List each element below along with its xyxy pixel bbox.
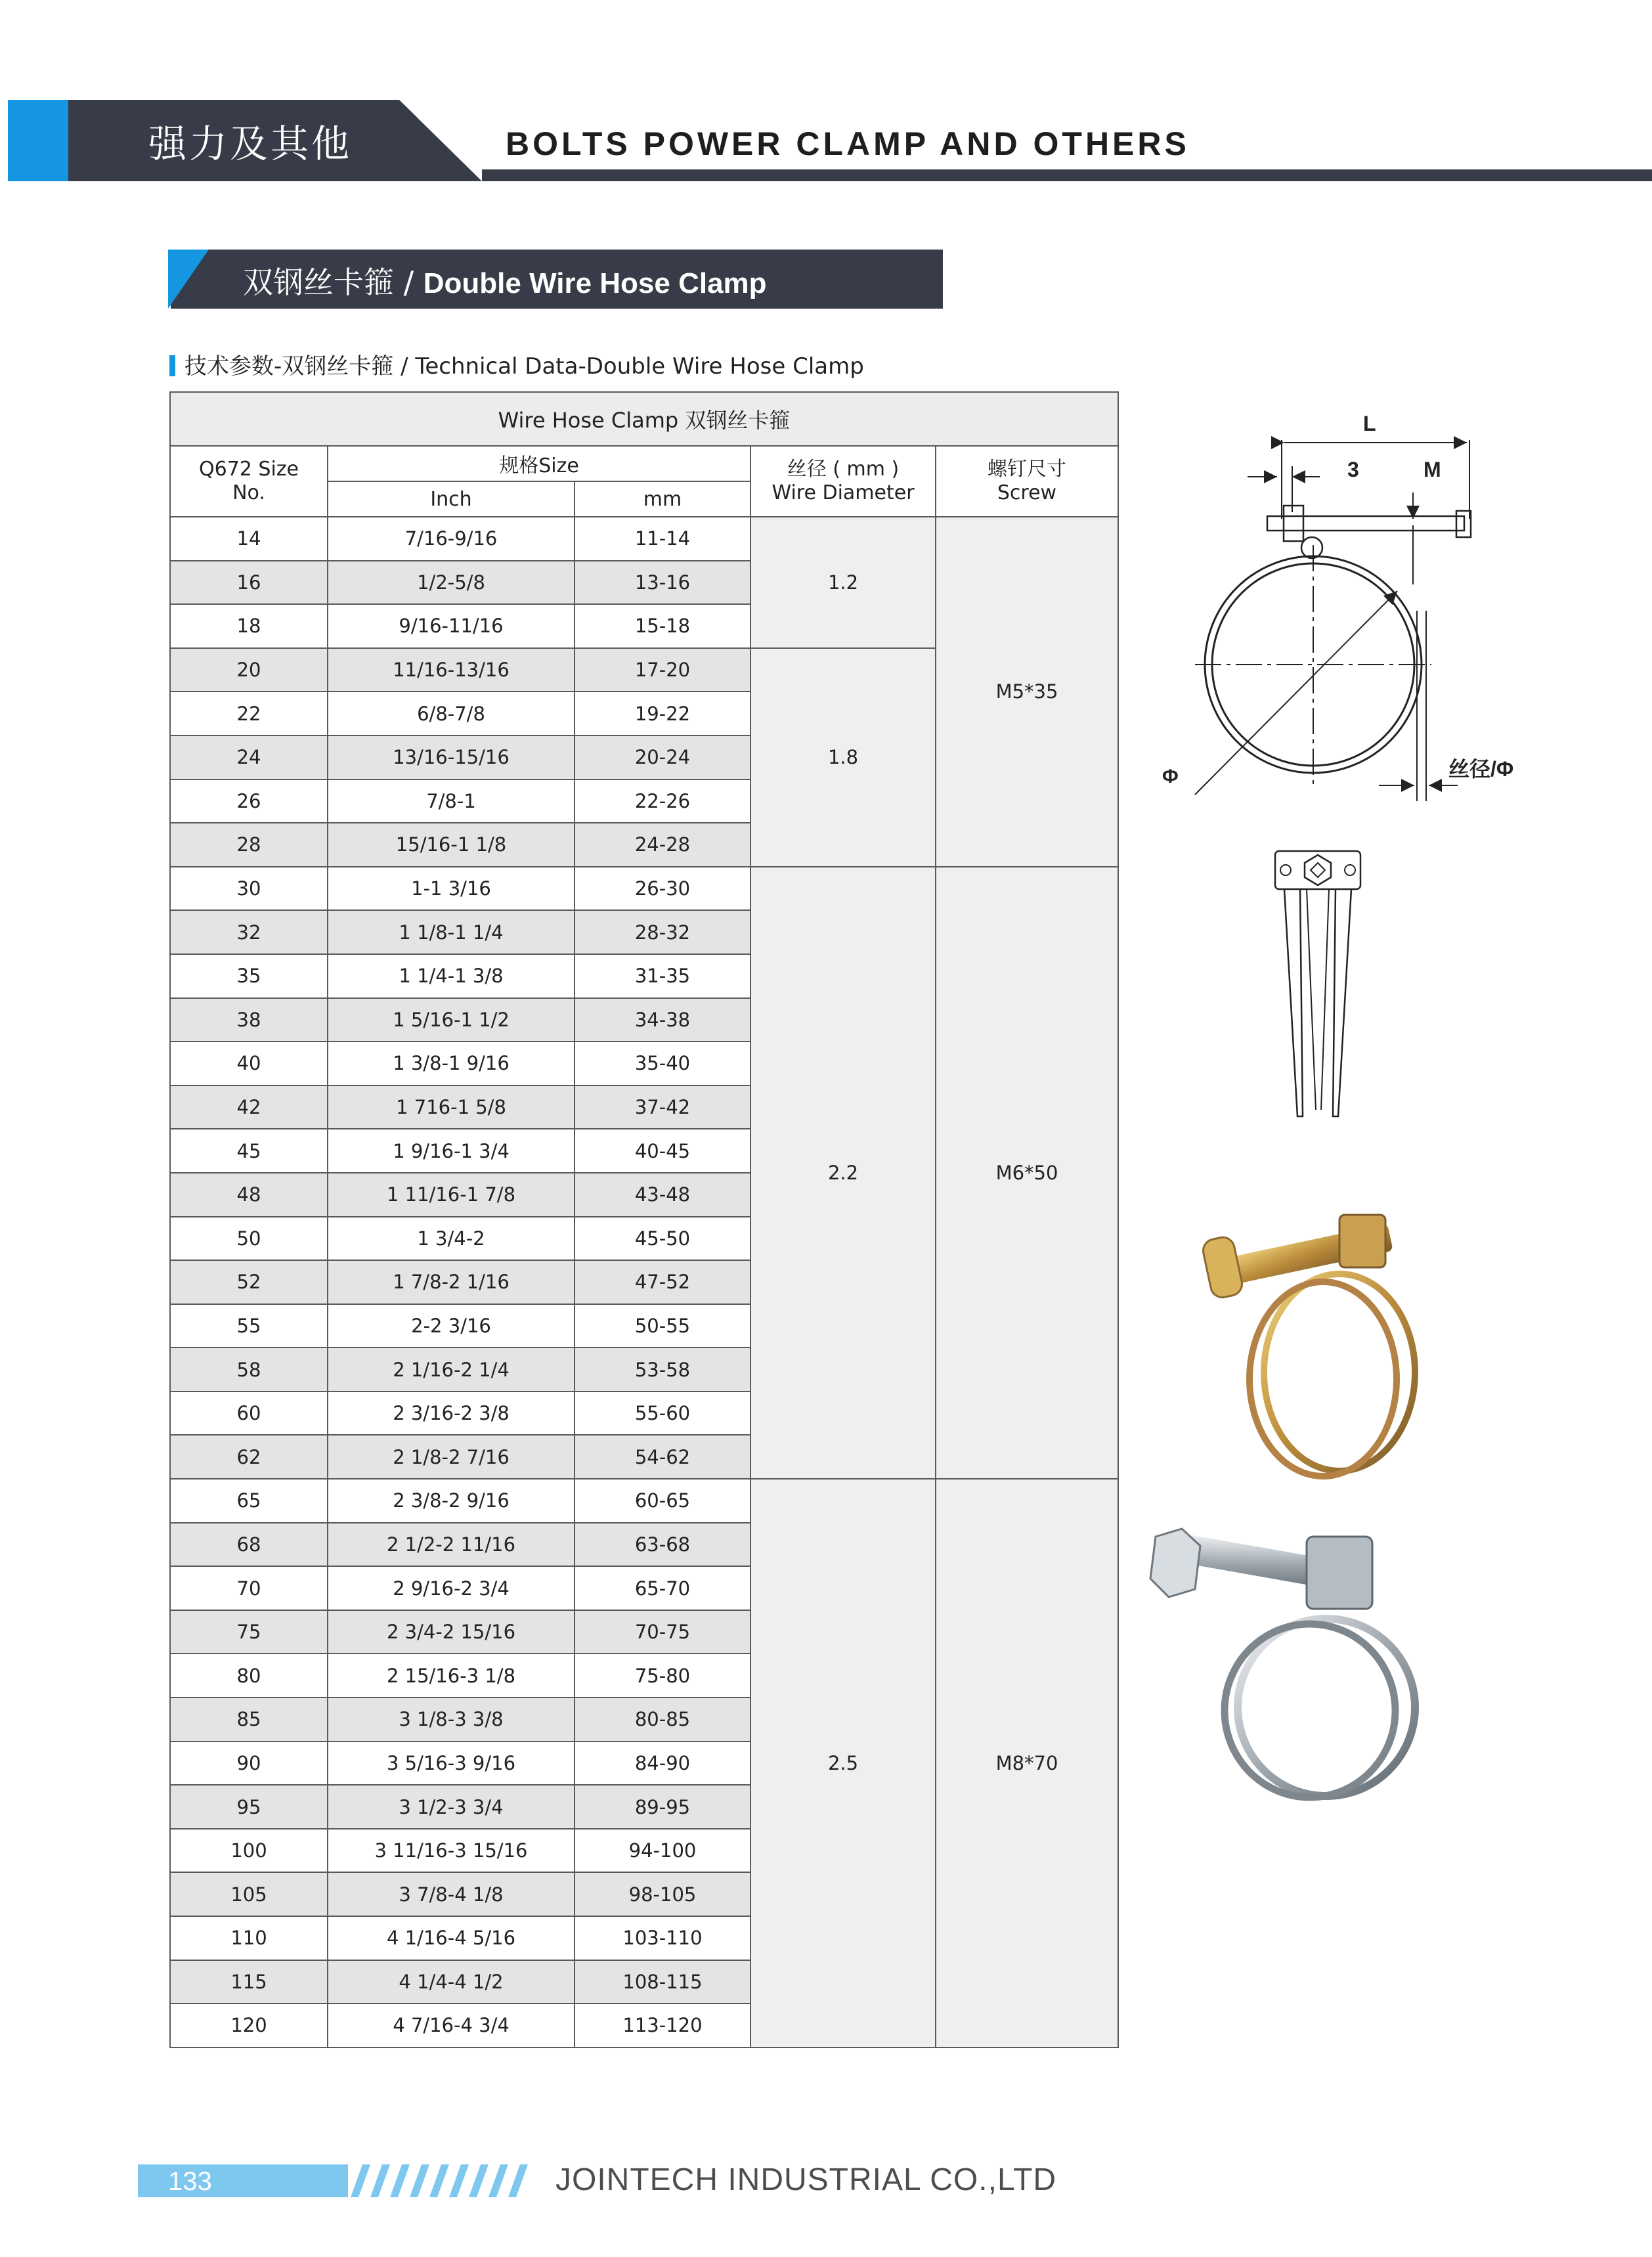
inch-cell: 15/16-1 1/8: [328, 823, 575, 867]
size-no-cell: 26: [170, 779, 328, 823]
wire-diameter-cell: 1.8: [750, 648, 936, 867]
section-title-cn: 双钢丝卡箍 /: [243, 265, 424, 300]
size-no-cell: 105: [170, 1872, 328, 1916]
mm-cell: 43-48: [575, 1173, 750, 1217]
page-number: 133: [168, 2167, 212, 2196]
header-mm: mm: [575, 481, 750, 517]
clamp-dimension-diagram: [1142, 401, 1536, 808]
size-no-cell: 85: [170, 1698, 328, 1742]
side-view-wire-mid-b: [1321, 889, 1329, 1110]
size-no-cell: 110: [170, 1916, 328, 1960]
size-no-cell: 75: [170, 1610, 328, 1654]
header-screw-line1: 螺钉尺寸: [988, 458, 1066, 481]
inch-cell: 4 1/4-4 1/2: [328, 1960, 575, 2004]
brass-bridge: [1339, 1215, 1385, 1267]
inch-cell: 11/16-13/16: [328, 648, 575, 692]
mm-cell: 37-42: [575, 1085, 750, 1129]
inch-cell: 3 1/8-3 3/8: [328, 1698, 575, 1742]
inch-cell: 3 1/2-3 3/4: [328, 1785, 575, 1829]
brass-ring-a: [1264, 1274, 1415, 1471]
screw-cell: M6*50: [936, 867, 1118, 1479]
size-no-cell: 90: [170, 1742, 328, 1786]
dim-3-label: 3: [1347, 458, 1359, 481]
inch-cell: 2 1/16-2 1/4: [328, 1348, 575, 1391]
size-no-cell: 22: [170, 691, 328, 735]
size-no-cell: 70: [170, 1566, 328, 1610]
inch-cell: 1-1 3/16: [328, 867, 575, 911]
size-no-cell: 35: [170, 954, 328, 998]
brass-screw-head: [1201, 1235, 1244, 1300]
size-no-cell: 42: [170, 1085, 328, 1129]
mm-cell: 75-80: [575, 1654, 750, 1698]
brass-ring-b: [1250, 1282, 1397, 1476]
technical-data-subtitle: [169, 348, 864, 380]
mm-cell: 13-16: [575, 561, 750, 605]
size-no-cell: 32: [170, 910, 328, 954]
size-no-cell: 48: [170, 1173, 328, 1217]
size-no-cell: 115: [170, 1960, 328, 2004]
mm-cell: 31-35: [575, 954, 750, 998]
inch-cell: 3 7/8-4 1/8: [328, 1872, 575, 1916]
side-view-diamond: [1311, 863, 1325, 877]
section-title-en: Double Wire Hose Clamp: [423, 267, 767, 299]
inch-cell: 4 7/16-4 3/4: [328, 2004, 575, 2048]
mm-cell: 50-55: [575, 1304, 750, 1348]
subtitle-text: 技术参数-双钢丝卡箍 / Technical Data-Double Wire Hose Clamp: [185, 353, 864, 380]
inch-cell: 2 1/8-2 7/16: [328, 1435, 575, 1479]
zinc-bridge: [1307, 1537, 1372, 1609]
inch-cell: 3 11/16-3 15/16: [328, 1829, 575, 1873]
header-wire-diameter: [750, 446, 936, 517]
zinc-screw-head: [1150, 1529, 1200, 1597]
inch-cell: 13/16-15/16: [328, 735, 575, 779]
subtitle-marker: [169, 355, 175, 376]
mm-cell: 26-30: [575, 867, 750, 911]
zinc-clamp-photo: [1142, 1510, 1445, 1819]
inch-cell: 2 9/16-2 3/4: [328, 1566, 575, 1610]
inch-cell: 1 1/8-1 1/4: [328, 910, 575, 954]
table-row: [170, 1479, 1118, 1523]
header-size-no-line2: No.: [232, 481, 265, 504]
mm-cell: 11-14: [575, 517, 750, 561]
wire-diameter-cell: 2.2: [750, 867, 936, 1479]
inch-cell: 2 3/4-2 15/16: [328, 1610, 575, 1654]
diagram-screw: [1267, 516, 1464, 531]
zinc-ring-b: [1225, 1624, 1395, 1797]
inch-cell: 2 3/8-2 9/16: [328, 1479, 575, 1523]
inch-cell: 1 9/16-1 3/4: [328, 1129, 575, 1173]
inch-cell: 1 3/4-2: [328, 1217, 575, 1261]
table-row: [170, 867, 1118, 911]
inch-cell: 1 11/16-1 7/8: [328, 1173, 575, 1217]
brass-clamp-photo: [1195, 1202, 1445, 1491]
size-no-cell: 20: [170, 648, 328, 692]
size-no-cell: 28: [170, 823, 328, 867]
inch-cell: 1/2-5/8: [328, 561, 575, 605]
size-no-cell: 65: [170, 1479, 328, 1523]
screw-cell: M5*35: [936, 517, 1118, 867]
size-no-cell: 60: [170, 1391, 328, 1435]
side-view-head: [1275, 851, 1360, 889]
size-no-cell: 52: [170, 1260, 328, 1304]
inch-cell: 2 1/2-2 11/16: [328, 1523, 575, 1567]
section-title: [243, 259, 767, 302]
mm-cell: 17-20: [575, 648, 750, 692]
mm-cell: 60-65: [575, 1479, 750, 1523]
screw-cell: M8*70: [936, 1479, 1118, 2048]
footer-stripes: [341, 2164, 538, 2197]
mm-cell: 20-24: [575, 735, 750, 779]
side-view-wire-right: [1333, 889, 1351, 1116]
header-screw-line2: Screw: [997, 481, 1057, 504]
side-view-wire-mid-a: [1307, 889, 1316, 1110]
diagram-wire-label: 丝径/Φ: [1448, 757, 1514, 781]
header-size-no: [170, 446, 328, 517]
size-no-cell: 45: [170, 1129, 328, 1173]
mm-cell: 24-28: [575, 823, 750, 867]
dim-M-label: M: [1424, 458, 1441, 481]
inch-cell: 1 1/4-1 3/8: [328, 954, 575, 998]
spec-table: [169, 391, 1119, 2048]
mm-cell: 55-60: [575, 1391, 750, 1435]
inch-cell: 1 716-1 5/8: [328, 1085, 575, 1129]
inch-cell: 9/16-11/16: [328, 604, 575, 648]
dim-L-label: L: [1363, 412, 1376, 435]
mm-cell: 47-52: [575, 1260, 750, 1304]
diagram-phi-label: Φ: [1162, 766, 1179, 787]
table-row: [170, 517, 1118, 561]
mm-cell: 15-18: [575, 604, 750, 648]
inch-cell: 4 1/16-4 5/16: [328, 1916, 575, 1960]
side-view-wire-left: [1284, 889, 1303, 1116]
wire-diameter-cell: 1.2: [750, 517, 936, 648]
inch-cell: 7/8-1: [328, 779, 575, 823]
mm-cell: 63-68: [575, 1523, 750, 1567]
inch-cell: 2-2 3/16: [328, 1304, 575, 1348]
side-view-hex: [1305, 855, 1331, 885]
mm-cell: 53-58: [575, 1348, 750, 1391]
mm-cell: 84-90: [575, 1742, 750, 1786]
mm-cell: 35-40: [575, 1041, 750, 1085]
size-no-cell: 40: [170, 1041, 328, 1085]
size-no-cell: 50: [170, 1217, 328, 1261]
mm-cell: 28-32: [575, 910, 750, 954]
wire-diameter-cell: 2.5: [750, 1479, 936, 2048]
size-no-cell: 18: [170, 604, 328, 648]
side-view-hole-left: [1280, 865, 1291, 875]
size-no-cell: 100: [170, 1829, 328, 1873]
clamp-side-view-diagram: [1261, 847, 1379, 1123]
spec-table-body: [170, 517, 1118, 2048]
mm-cell: 103-110: [575, 1916, 750, 1960]
size-no-cell: 95: [170, 1785, 328, 1829]
header-screw: [936, 446, 1118, 517]
size-no-cell: 62: [170, 1435, 328, 1479]
inch-cell: 2 3/16-2 3/8: [328, 1391, 575, 1435]
mm-cell: 19-22: [575, 691, 750, 735]
mm-cell: 22-26: [575, 779, 750, 823]
header-rule: [482, 169, 1652, 181]
header-title-cn: 强力及其他: [148, 121, 353, 166]
size-no-cell: 16: [170, 561, 328, 605]
footer-page-number-band: [138, 2164, 348, 2197]
size-no-cell: 58: [170, 1348, 328, 1391]
mm-cell: 80-85: [575, 1698, 750, 1742]
mm-cell: 108-115: [575, 1960, 750, 2004]
table-caption: Wire Hose Clamp 双钢丝卡箍: [170, 392, 1118, 446]
inch-cell: 1 3/8-1 9/16: [328, 1041, 575, 1085]
mm-cell: 70-75: [575, 1610, 750, 1654]
header-wire-line2: Wire Diameter: [772, 481, 915, 504]
inch-cell: 3 5/16-3 9/16: [328, 1742, 575, 1786]
mm-cell: 94-100: [575, 1829, 750, 1873]
size-no-cell: 68: [170, 1523, 328, 1567]
inch-cell: 2 15/16-3 1/8: [328, 1654, 575, 1698]
size-no-cell: 55: [170, 1304, 328, 1348]
size-no-cell: 120: [170, 2004, 328, 2048]
mm-cell: 89-95: [575, 1785, 750, 1829]
inch-cell: 6/8-7/8: [328, 691, 575, 735]
size-no-cell: 24: [170, 735, 328, 779]
inch-cell: 1 5/16-1 1/2: [328, 998, 575, 1042]
inch-cell: 7/16-9/16: [328, 517, 575, 561]
mm-cell: 45-50: [575, 1217, 750, 1261]
size-no-cell: 30: [170, 867, 328, 911]
diagram-bridge: [1284, 506, 1303, 541]
mm-cell: 113-120: [575, 2004, 750, 2048]
mm-cell: 54-62: [575, 1435, 750, 1479]
zinc-ring-a: [1238, 1619, 1415, 1796]
side-view-hole-right: [1345, 865, 1355, 875]
header-wire-line1: 丝径 ( mm ): [787, 458, 900, 481]
size-no-cell: 14: [170, 517, 328, 561]
mm-cell: 65-70: [575, 1566, 750, 1610]
header-size-group: 规格Size: [328, 446, 750, 481]
size-no-cell: 80: [170, 1654, 328, 1698]
header-inch: Inch: [328, 481, 575, 517]
header-accent-bar: [8, 100, 68, 181]
mm-cell: 40-45: [575, 1129, 750, 1173]
inch-cell: 1 7/8-2 1/16: [328, 1260, 575, 1304]
mm-cell: 34-38: [575, 998, 750, 1042]
diagram-loop: [1301, 537, 1322, 558]
mm-cell: 98-105: [575, 1872, 750, 1916]
company-name: JOINTECH INDUSTRIAL CO.,LTD: [555, 2162, 1057, 2197]
header-title-en: BOLTS POWER CLAMP AND OTHERS: [506, 125, 1190, 162]
header-size-no-line1: Q672 Size: [199, 458, 299, 481]
size-no-cell: 38: [170, 998, 328, 1042]
